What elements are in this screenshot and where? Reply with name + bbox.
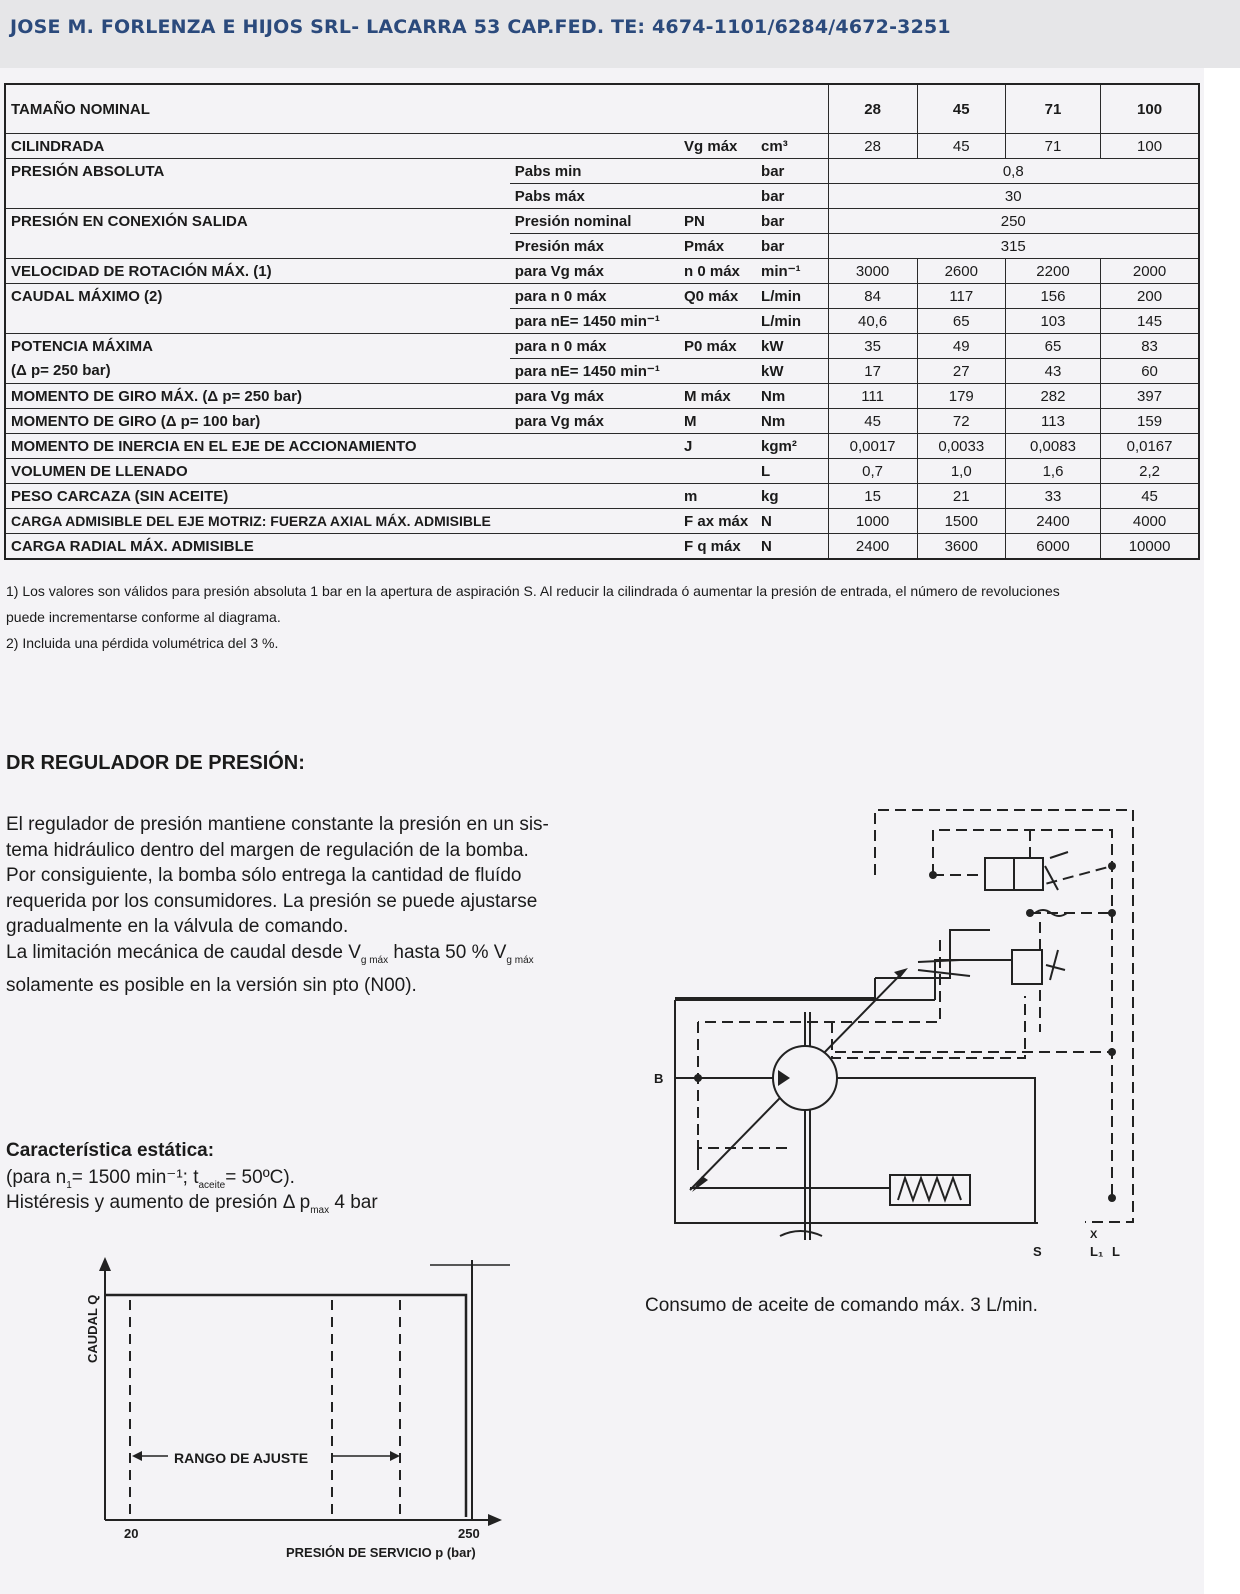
table-row xyxy=(5,484,1199,509)
size-header: 71 xyxy=(1005,84,1100,134)
cell-value: 159 xyxy=(1101,409,1199,434)
table-row xyxy=(5,359,1199,384)
section-title: Característica estática: xyxy=(6,1140,215,1161)
y-axis-label: CAUDAL Q xyxy=(85,1294,100,1363)
paragraph-line: tema hidráulico dentro del margen de regulación de la bomba. xyxy=(6,839,529,861)
row-label: MOMENTO DE GIRO MÁX. (Δ p= 250 bar) xyxy=(5,384,510,409)
cell-value: 2,2 xyxy=(1101,459,1199,484)
row-label: CAUDAL MÁXIMO (2) xyxy=(5,284,510,309)
cell-value: 33 xyxy=(1005,484,1100,509)
range-arrowhead xyxy=(132,1451,142,1461)
row-label: PRESIÓN EN CONEXIÓN SALIDA xyxy=(5,209,510,234)
symbol: F q máx xyxy=(679,534,756,560)
unit: kW xyxy=(756,359,828,384)
cell-value: 65 xyxy=(917,309,1005,334)
footnote: 2) Incluida una pérdida volumétrica del 3 %. xyxy=(6,635,279,651)
table-row xyxy=(5,384,1199,409)
table-row xyxy=(5,159,1199,184)
symbol: M xyxy=(679,409,756,434)
size-header: 45 xyxy=(917,84,1005,134)
condition: Pabs máx xyxy=(510,184,756,209)
cell-value: 43 xyxy=(1005,359,1100,384)
subscript: 1 xyxy=(66,1179,72,1191)
row-label: POTENCIA MÁXIMA xyxy=(5,334,510,359)
cell-value: 10000 xyxy=(1101,534,1199,560)
cell-value: 4000 xyxy=(1101,509,1199,534)
section-text xyxy=(6,812,606,998)
main-lines xyxy=(675,930,1038,1240)
unit: Nm xyxy=(756,384,828,409)
symbol: F ax máx xyxy=(679,509,756,534)
row-label: CILINDRADA xyxy=(5,134,510,159)
characteristic-chart xyxy=(70,1255,530,1565)
table-row xyxy=(5,509,1199,534)
symbol: Pmáx xyxy=(679,234,756,259)
text-run: hasta 50 % V xyxy=(388,941,507,963)
cell-value: 65 xyxy=(1005,334,1100,359)
text-run: = 1500 min⁻¹; t xyxy=(71,1167,199,1188)
table-row xyxy=(5,234,1199,259)
paragraph-line: solamente es posible en la versión sin pto (N00). xyxy=(6,974,417,996)
section-title: DR REGULADOR DE PRESIÓN: xyxy=(6,752,305,774)
port-label-l1: L₁ xyxy=(1090,1244,1104,1259)
unit: bar xyxy=(756,184,828,209)
row-label: PRESIÓN ABSOLUTA xyxy=(5,159,510,184)
static-conditions xyxy=(6,1166,295,1191)
table-row xyxy=(5,259,1199,284)
cell-value: 0,0167 xyxy=(1101,434,1199,459)
condition: para Vg máx xyxy=(510,384,679,409)
cell-value: 30 xyxy=(828,184,1199,209)
x-axis-label: PRESIÓN DE SERVICIO p (bar) xyxy=(286,1545,476,1560)
table-row xyxy=(5,84,1199,134)
x-axis-arrow xyxy=(488,1514,502,1526)
cell-value: 49 xyxy=(917,334,1005,359)
cell-value: 156 xyxy=(1005,284,1100,309)
port-label-x: X xyxy=(1090,1229,1098,1241)
cell-value: 113 xyxy=(1005,409,1100,434)
symbol: Vg máx xyxy=(679,134,756,159)
table-row xyxy=(5,334,1199,359)
unit: L/min xyxy=(756,309,828,334)
unit: N xyxy=(756,509,828,534)
symbol: J xyxy=(679,434,756,459)
table-row xyxy=(5,309,1199,334)
table-row xyxy=(5,209,1199,234)
condition: para n 0 máx xyxy=(510,334,679,359)
cell-value: 71 xyxy=(1005,134,1100,159)
cell-value: 397 xyxy=(1101,384,1199,409)
unit: min⁻¹ xyxy=(756,259,828,284)
condition: para Vg máx xyxy=(510,409,679,434)
cell-value: 103 xyxy=(1005,309,1100,334)
cylinder-symbol xyxy=(1012,950,1042,984)
cell-value: 1500 xyxy=(917,509,1005,534)
text-run: Histéresis y aumento de presión Δ p xyxy=(6,1192,311,1213)
text-run: 4 bar xyxy=(329,1192,378,1213)
unit: L/min xyxy=(756,284,828,309)
cell-value: 315 xyxy=(828,234,1199,259)
unit: bar xyxy=(756,234,828,259)
cell-value: 40,6 xyxy=(828,309,917,334)
cell-value: 45 xyxy=(828,409,917,434)
stroke-arrow xyxy=(894,968,908,978)
subscript: max xyxy=(310,1204,330,1216)
cell-value: 179 xyxy=(917,384,1005,409)
row-label: CARGA ADMISIBLE DEL EJE MOTRIZ: FUERZA AXIAL MÁX. ADMISIBLE xyxy=(5,509,679,534)
cell-value: 145 xyxy=(1101,309,1199,334)
cell-value: 35 xyxy=(828,334,917,359)
unit: bar xyxy=(756,159,828,184)
cell-value: 17 xyxy=(828,359,917,384)
cell-value: 2400 xyxy=(828,534,917,560)
cell-value: 72 xyxy=(917,409,1005,434)
condition: Presión máx xyxy=(510,234,679,259)
symbol: M máx xyxy=(679,384,756,409)
paragraph-line: gradualmente en la válvula de comando. xyxy=(6,916,349,937)
table-row xyxy=(5,534,1199,560)
symbol: PN xyxy=(679,209,756,234)
table-row xyxy=(5,284,1199,309)
cell-value: 45 xyxy=(917,134,1005,159)
size-header: 28 xyxy=(828,84,917,134)
pilot-lines xyxy=(698,810,1133,1222)
cell-value: 3600 xyxy=(917,534,1005,560)
cell-value: 200 xyxy=(1101,284,1199,309)
paragraph-line: El regulador de presión mantiene constante la presión en un sis- xyxy=(6,814,549,835)
port-label-b: B xyxy=(654,1071,664,1086)
row-label: MOMENTO DE INERCIA EN EL EJE DE ACCIONAMIENTO xyxy=(5,434,679,459)
cell-value: 117 xyxy=(917,284,1005,309)
cell-value: 0,0083 xyxy=(1005,434,1100,459)
static-hysteresis xyxy=(6,1192,378,1216)
condition: para nE= 1450 min⁻¹ xyxy=(510,309,679,334)
cell-value: 3000 xyxy=(828,259,917,284)
symbol: Q0 máx xyxy=(679,284,756,309)
cell-value: 250 xyxy=(828,209,1199,234)
symbol: n 0 máx xyxy=(679,259,756,284)
subscript: aceite xyxy=(198,1179,226,1191)
table-row xyxy=(5,134,1199,159)
cell-value: 0,0033 xyxy=(917,434,1005,459)
text-run: (para n xyxy=(6,1167,67,1188)
cell-value: 21 xyxy=(917,484,1005,509)
unit: kgm² xyxy=(756,434,828,459)
unit: cm³ xyxy=(756,134,828,159)
cell-value: 15 xyxy=(828,484,917,509)
table-row xyxy=(5,459,1199,484)
unit: bar xyxy=(756,209,828,234)
cell-value: 0,8 xyxy=(828,159,1199,184)
subscript: g máx xyxy=(506,954,534,966)
cell-value: 6000 xyxy=(1005,534,1100,560)
unit: kW xyxy=(756,334,828,359)
cell-value: 45 xyxy=(1101,484,1199,509)
spec-table xyxy=(4,83,1200,560)
size-header: 100 xyxy=(1101,84,1199,134)
condition: para n 0 máx xyxy=(510,284,679,309)
cell-value: 0,7 xyxy=(828,459,917,484)
cell-value: 100 xyxy=(1101,134,1199,159)
junction-dot xyxy=(1108,909,1116,917)
unit: L xyxy=(756,459,828,484)
cell-value: 28 xyxy=(828,134,917,159)
cell-value: 2400 xyxy=(1005,509,1100,534)
paragraph-line xyxy=(6,940,606,973)
footnote: puede incrementarse conforme al diagrama. xyxy=(6,609,281,625)
table-row xyxy=(5,184,1199,209)
x-tick-label: 20 xyxy=(124,1526,139,1541)
row-label: MOMENTO DE GIRO (Δ p= 100 bar) xyxy=(5,409,510,434)
symbol: m xyxy=(679,484,756,509)
condition: para nE= 1450 min⁻¹ xyxy=(510,359,679,384)
footnotes xyxy=(6,578,1196,656)
unit: N xyxy=(756,534,828,560)
junction-dot xyxy=(1108,862,1116,870)
junction-dot xyxy=(694,1074,702,1082)
row-label: VOLUMEN DE LLENADO xyxy=(5,459,510,484)
table-row xyxy=(5,434,1199,459)
unit: kg xyxy=(756,484,828,509)
cell-value: 1000 xyxy=(828,509,917,534)
port-label-s: S xyxy=(1033,1244,1042,1259)
text-run: La limitación mecánica de caudal desde V xyxy=(6,941,361,963)
page-margin xyxy=(1204,68,1240,1594)
condition: Presión nominal xyxy=(510,209,679,234)
cell-value: 2600 xyxy=(917,259,1005,284)
cell-value: 84 xyxy=(828,284,917,309)
range-arrowhead xyxy=(390,1451,400,1461)
company-header: JOSE M. FORLENZA E HIJOS SRL- LACARRA 53 CAP.FED. TE: 4674-1101/6284/4672-3251 xyxy=(10,16,951,38)
cell-value: 2200 xyxy=(1005,259,1100,284)
table-row xyxy=(5,409,1199,434)
range-label: RANGO DE AJUSTE xyxy=(174,1450,309,1466)
symbol: P0 máx xyxy=(679,334,756,359)
cell-value: 0,0017 xyxy=(828,434,917,459)
port-label-l: L xyxy=(1112,1244,1120,1259)
characteristic-curve xyxy=(105,1295,466,1517)
condition: para Vg máx xyxy=(510,259,679,284)
row-label: VELOCIDAD DE ROTACIÓN MÁX. (1) xyxy=(5,259,510,284)
row-label: TAMAÑO NOMINAL xyxy=(5,84,828,134)
cell-value: 111 xyxy=(828,384,917,409)
cell-value: 83 xyxy=(1101,334,1199,359)
condition: Pabs min xyxy=(510,159,756,184)
row-label: PESO CARCAZA (SIN ACEITE) xyxy=(5,484,510,509)
text-run: = 50ºC). xyxy=(225,1167,295,1188)
unit: Nm xyxy=(756,409,828,434)
cell-value: 27 xyxy=(917,359,1005,384)
y-axis-arrow xyxy=(99,1257,111,1271)
paragraph-line: requerida por los consumidores. La presión se puede ajustarse xyxy=(6,890,538,912)
junction-dot xyxy=(1108,1048,1116,1056)
cell-value: 2000 xyxy=(1101,259,1199,284)
cell-value: 1,6 xyxy=(1005,459,1100,484)
row-label: CARGA RADIAL MÁX. ADMISIBLE xyxy=(5,534,510,560)
x-tick-label: 250 xyxy=(458,1526,480,1541)
row-label: (Δ p= 250 bar) xyxy=(5,359,510,384)
junction-dot xyxy=(1026,909,1034,917)
cell-value: 1,0 xyxy=(917,459,1005,484)
junction-dot xyxy=(1108,1194,1116,1202)
cell-value: 282 xyxy=(1005,384,1100,409)
hydraulic-circuit xyxy=(650,800,1160,1270)
subscript: g máx xyxy=(360,954,389,966)
cell-value: 60 xyxy=(1101,359,1199,384)
junction-dot xyxy=(929,871,937,879)
consumption-note: Consumo de aceite de comando máx. 3 L/min. xyxy=(645,1295,1038,1316)
curve-layer xyxy=(105,1295,466,1517)
paragraph-line: Por consiguiente, la bomba sólo entrega la cantidad de fluído xyxy=(6,865,522,886)
footnote: 1) Los valores son válidos para presión absoluta 1 bar en la apertura de aspiración S. Al reducir la cilindrada ó aumentar la presión de entrada, el número de revoluciones xyxy=(6,583,1060,599)
